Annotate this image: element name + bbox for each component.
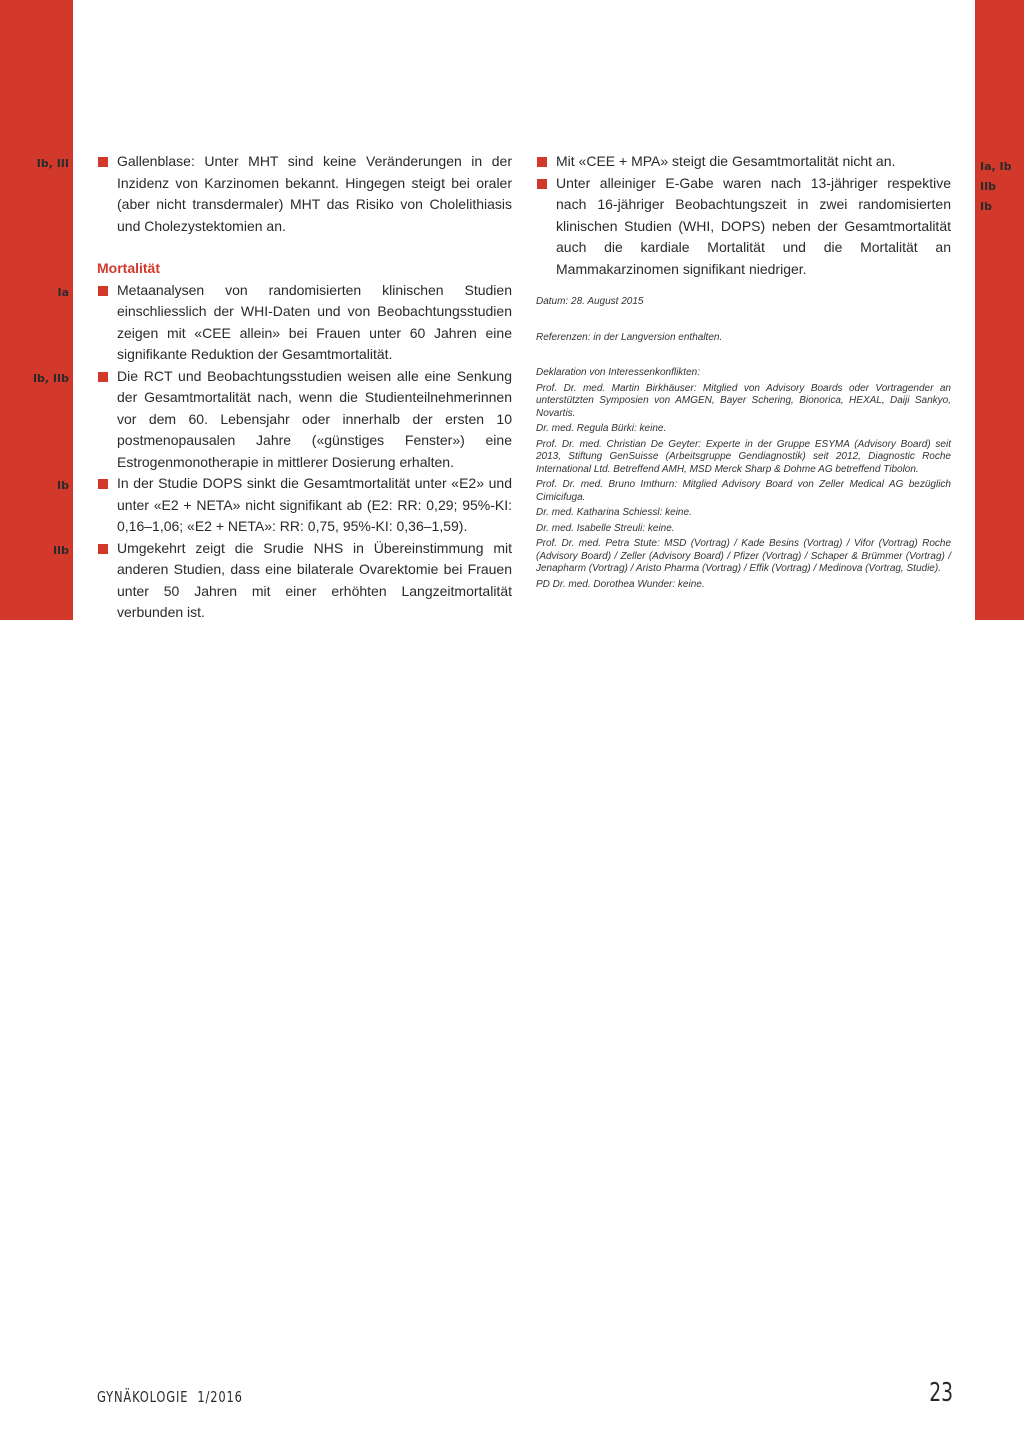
list-item	[97, 366, 512, 474]
bullet-text: Umgekehrt zeigt die Srudie NHS in Übereinstimmung mit anderen Studien, dass eine bilaterale Ovarektomie bei Frauen unter 50 Jahren mit einer erhöhten Langzeitmortalität verbunden ist.	[117, 539, 512, 620]
left-text-column	[97, 151, 512, 624]
bullet-square-icon	[98, 479, 108, 489]
date-line: Datum: 28. August 2015	[536, 296, 644, 307]
evidence-level-label: IIb	[52, 544, 69, 557]
references-line: Referenzen: in der Langversion enthalten.	[536, 331, 723, 343]
declaration-text: keine.	[636, 423, 667, 434]
declaration-text: keine.	[675, 578, 705, 590]
list-item	[536, 173, 951, 281]
declaration-text: MSD (Vortrag) / Kade Besins (Vortrag) / Vifor (Vortrag) Roche (Advisory Board) / Zeller (Advisory Board) / Pfizer (Vortrag) / Schaper & Brümmer (Vortrag) / Jenapharm (Vortrag) / Aristo Pharma (Vortrag) / Effik (Vortrag) / Medinova (Vortrag, Studie).	[536, 538, 951, 574]
declaration-entry	[536, 383, 951, 421]
bullet-square-icon	[98, 372, 108, 382]
list-item	[97, 151, 512, 237]
declaration-name: Prof. Dr. med. Petra Stute:	[536, 538, 660, 549]
bullet-text: Die RCT und Beobachtungsstudien weisen alle eine Senkung der Gesamtmortalität nach, wenn die Studienteilnehmerinnen vor dem 60. Lebensjahr oder innerhalb der ersten 10 postmenopausalen Jahre («günstiges Fenster») eine Estrogenmonotherapie in mittlerer Dosierung erhalten.	[117, 367, 512, 470]
bullet-square-icon	[537, 157, 547, 167]
right-text-column	[536, 151, 951, 591]
declaration-name: Prof. Dr. med. Martin Birkhäuser:	[536, 382, 697, 394]
declaration-text: keine.	[645, 522, 675, 534]
bullet-text: Mit «CEE + MPA» steigt die Gesamtmortalität nicht an.	[556, 153, 896, 169]
bullet-square-icon	[537, 179, 547, 189]
declaration-text: keine.	[662, 507, 692, 518]
evidence-level-label: Ib, III	[36, 157, 69, 170]
journal-title: GYNÄKOLOGIE 1/2016	[97, 1388, 243, 1406]
bullet-square-icon	[98, 544, 108, 554]
declaration-entry	[536, 423, 951, 436]
list-item	[97, 473, 512, 538]
declaration-entry	[536, 439, 951, 477]
bullet-text: Metaanalysen von randomisierten klinischen Studien einschliesslich der WHI-Daten und von Beobachtungsstudien zeigen mit «CEE allein» bei Frauen unter 60 Jahren eine signifikante Reduktion der Gesamtmortalität.	[117, 281, 512, 362]
declaration-entry	[536, 507, 951, 520]
page-number: 23	[929, 1378, 953, 1408]
right-margin-bar	[975, 0, 1024, 620]
declaration-name: Dr. med. Katharina Schiessl:	[536, 507, 663, 518]
declaration-text: Mitglied von Advisory Boards oder Vortragender an unterstützten Symposien von AMGEN, Bayer Schering, Bionorica, HEXAL, Daiji Sankyo, Novartis.	[536, 382, 951, 419]
evidence-level-label: Ia, Ib	[980, 160, 1012, 173]
declaration-name: Prof. Dr. med. Christian De Geyter:	[536, 438, 702, 450]
list-item	[97, 538, 512, 624]
bullet-square-icon	[98, 157, 108, 167]
bullet-square-icon	[98, 286, 108, 296]
declaration-text: Mitglied Advisory Board von Zeller Medical AG bezüglich Cimicifuga.	[536, 479, 951, 503]
bullet-text: Gallenblase: Unter MHT sind keine Veränderungen in der Inzidenz von Karzinomen bekannt. Hingegen steigt bei oraler (aber nicht transdermaler) MHT das Risiko von Cholelithiasis und Cholezystektomien an.	[117, 153, 512, 234]
evidence-level-label: Ib, IIb	[32, 372, 69, 385]
section-heading: Mortalität	[97, 260, 160, 276]
declaration-entry	[536, 579, 951, 592]
evidence-level-label: Ib	[57, 479, 69, 492]
list-item	[97, 280, 512, 366]
declaration-entry	[536, 523, 951, 536]
evidence-level-label: IIb	[980, 180, 997, 193]
declaration-title: Deklaration von Interessenkonflikten:	[536, 367, 700, 378]
bullet-text: In der Studie DOPS sinkt die Gesamtmortalität unter «E2» und unter «E2 + NETA» nicht signifikant ab (E2: RR: 0,29; 95%-KI: 0,16–1,06; «E2 + NETA»: RR: 0,75, 95%-KI: 0,36–1,59).	[117, 475, 512, 534]
list-item	[536, 151, 951, 173]
declaration-entry	[536, 538, 951, 576]
declaration-entry	[536, 479, 951, 504]
bullet-text: Unter alleiniger E-Gabe waren nach 13-jähriger respektive nach 16-jähriger Beobachtungszeit in zwei randomisierten klinischen Studien (WHI, DOPS) neben der Gesamtmortalität auch die kardiale Mortalität und die Mortalität an Mammakarzinomen signifikant niedriger.	[556, 174, 951, 277]
evidence-level-label: Ib	[980, 200, 992, 213]
declaration-name: Prof. Dr. med. Bruno Imthurn:	[536, 479, 678, 490]
declaration-name: Dr. med. Regula Bürki:	[536, 423, 637, 434]
declaration-name: Dr. med. Isabelle Streuli:	[536, 522, 646, 534]
left-margin-bar	[0, 0, 73, 620]
evidence-level-label: Ia	[57, 286, 69, 299]
declaration-text: Experte in der Gruppe ESYMA (Advisory Board) seit 2013, Stiftung GenSuisse (Arbeitsgruppe Gendiagnostik) seit 2012, Diagnostic Roche International Ltd. Betreffend AMH, MSD Merck Sharp & Dohme AG betreffend Tibolon.	[536, 438, 951, 475]
declaration-name: PD Dr. med. Dorothea Wunder:	[536, 578, 676, 590]
